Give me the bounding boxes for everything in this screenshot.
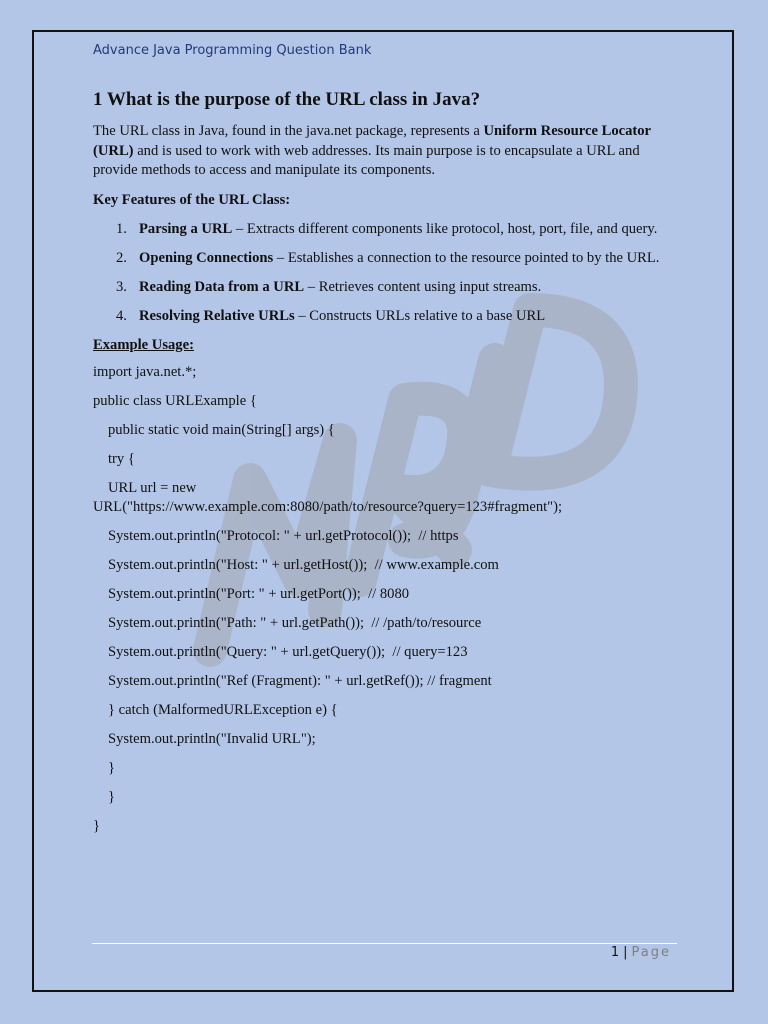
intro-text-pre: The URL class in Java, found in the java.net package, represents a [93,123,484,139]
list-item-title: Reading Data from a URL [139,278,305,295]
list-item [93,307,678,327]
header-title: Advance Java Programming Question Bank [93,43,372,58]
list-item-desc: – Retrieves content using input streams. [304,278,542,295]
list-item-number: 1. [116,220,127,237]
code-line: } catch (MalformedURLException e) { [108,702,338,718]
code-line: try { [108,450,135,467]
list-item [93,220,678,240]
question-heading: 1 What is the purpose of the URL class in Java? [93,89,481,110]
list-item-number: 3. [116,278,127,295]
code-line: System.out.println("Invalid URL"); [108,731,316,747]
intro-text-post: and is used to work with web addresses. Its main purpose is to encapsulate a URL and provide methods to access and manipulate its components. [93,142,640,178]
list-item-number: 2. [116,249,127,266]
features-heading: Key Features of the URL Class: [93,191,291,208]
code-line: public static void main(String[] args) { [108,421,335,438]
page-number: 1 [610,945,620,960]
page-footer [611,945,671,960]
code-line: } [108,789,116,805]
intro-text-bold: Uniform Resource Locator (URL) [93,123,651,159]
code-line: public class URLExample { [93,392,257,409]
code-line: } [93,818,101,834]
list-item [93,249,678,269]
feature-list [93,220,678,327]
footer-separator: | [623,945,628,960]
code-block [93,363,678,837]
code-line: URL url = new [108,479,197,496]
example-heading: Example Usage: [93,336,194,353]
list-item [93,278,678,298]
code-line: System.out.println("Query: " + url.getQuery()); // query=123 [108,644,468,660]
code-line: System.out.println("Ref (Fragment): " + url.getRef()); // fragment [108,673,492,689]
code-line: URL("https://www.example.com:8080/path/to/resource?query=123#fragment"); [93,499,563,515]
code-line: System.out.println("Host: " + url.getHost()); // www.example.com [108,557,499,573]
list-item-title: Resolving Relative URLs [139,307,295,324]
page-label: Page [631,945,671,960]
list-item-number: 4. [116,307,127,324]
list-item-desc: – Establishes a connection to the resource pointed to by the URL. [273,249,660,266]
list-item-desc: – Extracts different components like protocol, host, port, file, and query. [232,220,658,237]
main-content [93,88,678,837]
list-item-desc: – Constructs URLs relative to a base URL [294,307,546,324]
code-line: } [108,760,116,776]
list-item-title: Parsing a URL [139,220,233,237]
code-line: System.out.println("Protocol: " + url.getProtocol()); // https [108,528,459,544]
list-item-title: Opening Connections [139,249,274,266]
code-line: System.out.println("Path: " + url.getPath()); // /path/to/resource [108,615,482,631]
intro-paragraph [93,122,678,181]
code-line: System.out.println("Port: " + url.getPort()); // 8080 [108,586,410,602]
code-line: import java.net.*; [93,363,197,380]
footer-divider [92,943,677,944]
